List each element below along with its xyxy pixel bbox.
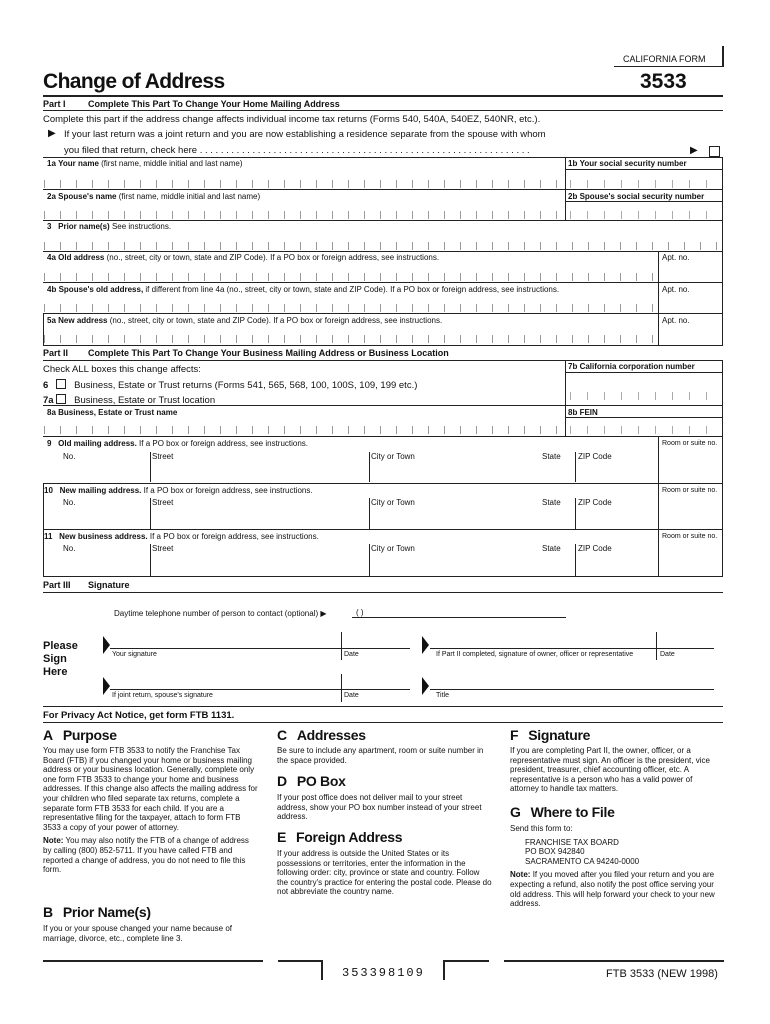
part3-rule <box>43 592 723 593</box>
section-g-heading <box>510 804 615 820</box>
footer-mark-left <box>321 960 323 980</box>
fein-underline <box>566 417 723 418</box>
field-4a-num: 4a <box>47 253 56 262</box>
field-1b-label <box>568 159 687 168</box>
header-corner-mark <box>722 46 724 66</box>
section-g-note-label: Note: <box>510 870 531 880</box>
field-11-label <box>44 532 319 541</box>
daytime-phone-underline <box>352 617 566 618</box>
section-c-body <box>277 746 492 769</box>
ftb-address <box>525 838 723 867</box>
section-c-letter: C <box>277 727 287 743</box>
field-4b-input[interactable] <box>44 304 656 312</box>
section-f-title: Signature <box>528 727 591 743</box>
field-2a-num: 2a <box>47 192 56 201</box>
section-f-heading <box>510 727 590 743</box>
part2-left-border <box>43 483 44 576</box>
part3-label: Part III <box>43 580 71 590</box>
row-5a-top <box>43 313 723 314</box>
field-2b-label <box>568 192 704 201</box>
footer-rule-left <box>43 960 263 962</box>
section-a-body <box>43 746 258 879</box>
apt-label-4b: Apt. no. <box>662 285 690 294</box>
field-9-desc: If a PO box or foreign address, see instructions. <box>139 439 309 448</box>
section-d-letter: D <box>277 773 287 789</box>
field-10-city: City or Town <box>371 498 415 507</box>
section-g-note-text: If you moved after you filed your return and you are expecting a refund, also notify the post office serving your old address. This will help forward your check to your new address. <box>510 870 715 909</box>
field-4b-desc: if different from line 4a (no., street, city or town, state and ZIP Code). If a PO box or foreign address, see instructions. <box>145 285 560 294</box>
section-c-heading <box>277 727 366 743</box>
section-d-body <box>277 793 487 826</box>
field-8a-input[interactable] <box>44 426 564 434</box>
footer-rule-mid <box>278 960 323 962</box>
ssn-1b-underline <box>566 169 723 170</box>
field-3-input[interactable] <box>44 242 720 250</box>
section-g-text: Send this form to: <box>510 824 573 833</box>
section-e-text: If your address is outside the United States or its possessions or territories, enter the information in the following order: city, province or state and country. Follow the country's practice for entering the postal code. Please do not abbreviate the country name. <box>277 849 492 897</box>
field-10-input[interactable] <box>44 508 656 528</box>
part2-label: Part II <box>43 348 69 358</box>
ssn-2b-underline <box>566 201 723 202</box>
form-number: 3533 <box>640 70 687 93</box>
field-9-city: City or Town <box>371 452 415 461</box>
privacy-rule <box>43 722 723 723</box>
field-1b-num: 1b <box>568 159 578 168</box>
section-d-heading <box>277 773 346 789</box>
field-4a-label <box>47 253 439 262</box>
field-7b-label <box>568 362 695 371</box>
field-8b-label <box>568 408 598 417</box>
field-9-input[interactable] <box>44 462 656 482</box>
field-10-state: State <box>542 498 561 507</box>
footer-rule-right <box>504 960 724 962</box>
field-11-city: City or Town <box>371 544 415 553</box>
field-6-checkbox[interactable] <box>56 379 66 389</box>
field-9-room-label: Room or suite no. <box>662 440 718 447</box>
sign-arrow-1 <box>103 636 110 654</box>
field-11-num: 11 <box>44 532 53 541</box>
field-10-desc: If a PO box or foreign address, see instructions. <box>143 486 313 495</box>
field-9-no: No. <box>63 452 76 461</box>
please-sign-here <box>43 640 78 679</box>
field-4a-desc: (no., street, city or town, state and ZIP Code). If a PO box or foreign address, see instructions. <box>106 253 440 262</box>
field-9-state: State <box>542 452 561 461</box>
row-4a-top <box>43 251 723 252</box>
field-4a-title: Old address <box>58 253 105 262</box>
field-8a-label <box>47 408 177 417</box>
footer-mark-right <box>443 960 445 980</box>
section-b-heading <box>43 904 151 920</box>
part3-heading: Signature <box>88 580 130 590</box>
field-10-street: Street <box>152 498 174 507</box>
field-6-text: Business, Estate or Trust returns (Forms 541, 565, 568, 100, 100S, 109, 199 etc.) <box>74 380 418 391</box>
field-1a-input[interactable] <box>44 180 564 188</box>
your-signature-date-divider <box>341 632 342 660</box>
joint-return-arrow: ▶ <box>48 128 56 139</box>
ftb-address-line-1: FRANCHISE TAX BOARD <box>525 837 619 847</box>
field-11-input[interactable] <box>44 554 656 574</box>
field-10-zip: ZIP Code <box>578 498 612 507</box>
field-10-title: New mailing address. <box>59 486 142 495</box>
here-text: Here <box>43 666 68 678</box>
ssn-column-divider <box>565 157 566 221</box>
apt-label-5a: Apt. no. <box>662 316 690 325</box>
section-a-note-label: Note: <box>43 836 64 846</box>
field-6-num: 6 <box>43 380 49 391</box>
corp-number-underline <box>566 372 723 373</box>
section-b-letter: B <box>43 904 53 920</box>
field-4b-num: 4b <box>47 285 57 294</box>
section-f-body <box>510 746 723 798</box>
field-11-zip: ZIP Code <box>578 544 612 553</box>
part2-heading: Complete This Part To Change Your Business Mailing Address or Business Location <box>88 348 449 358</box>
apt-column-divider <box>658 251 659 345</box>
section-e-heading <box>277 829 402 845</box>
footer-rule-right-short <box>443 960 489 962</box>
room-column-divider <box>658 436 659 576</box>
sign-arrow-4 <box>422 677 429 695</box>
section-f-text: If you are completing Part II, the owner, officer, or a representative must sign. An officer is the president, vice president, treasurer, chief accounting officer, etc. A representative is a person who has a valid power of attorney to handle tax matters. <box>510 746 710 794</box>
field-9-label <box>47 439 308 448</box>
field-8a-num: 8a <box>47 408 56 417</box>
field-5a-label <box>47 316 442 325</box>
field-3-title: Prior name(s) <box>58 222 110 231</box>
please-text: Please <box>43 640 78 652</box>
field-2b-num: 2b <box>568 192 578 201</box>
daytime-phone-text: Daytime telephone number of person to contact (optional) <box>114 609 319 618</box>
privacy-notice: For Privacy Act Notice, get form FTB 1131. <box>43 710 235 721</box>
section-a-note-text: You may also notify the FTB of a change of address by calling (800) 852-5711. If you have called FTB and reported a change of address, you do not need to file this form. <box>43 836 249 875</box>
spouse-signature-line[interactable] <box>110 689 410 690</box>
field-2a-label <box>47 192 260 201</box>
field-1a-num: 1a <box>47 159 56 168</box>
your-signature-line[interactable] <box>110 648 410 649</box>
field-4b-title: Spouse's old address, <box>58 285 144 294</box>
row-9-top <box>43 436 723 437</box>
field-2a-input[interactable] <box>44 211 564 219</box>
field-7a-text: Business, Estate or Trust location <box>74 395 216 406</box>
part1-rule <box>43 110 723 111</box>
field-10-label <box>44 486 313 495</box>
row-2-top <box>43 189 723 190</box>
field-7b-title: California corporation number <box>579 362 695 371</box>
field-7a-checkbox[interactable] <box>56 394 66 404</box>
part2-right-border <box>722 436 723 576</box>
section-g-title: Where to File <box>530 804 615 820</box>
field-1a-title: Your name <box>58 159 99 168</box>
field-9-num: 9 <box>47 439 52 448</box>
apt-label-4a: Apt. no. <box>662 253 690 262</box>
row-8-top <box>43 405 723 406</box>
section-b-text: If you or your spouse changed your name because of marriage, divorce, etc., complete line 3. <box>43 924 233 943</box>
title-rule <box>43 95 723 97</box>
field-7b-input[interactable] <box>570 392 720 400</box>
california-form-label: CALIFORNIA FORM <box>623 54 706 64</box>
your-signature-label: Your signature <box>112 651 157 658</box>
field-5a-input[interactable] <box>44 335 656 343</box>
section-a-heading <box>43 727 117 743</box>
your-signature-date-label: Date <box>344 651 359 658</box>
joint-return-text-2: you filed that return, check here . . . . . . . . . . . . . . . . . . . . . . . . . . . . . . . . . . . . . . . . . . . . . . . . . . . . . . . . . . . . . . . <box>64 145 530 156</box>
field-11-desc: If a PO box or foreign address, see instructions. <box>149 532 319 541</box>
section-f-letter: F <box>510 727 519 743</box>
section-a-note <box>43 836 258 874</box>
section-c-text: Be sure to include any apartment, room or suite number in the space provided. <box>277 746 484 765</box>
field-11-street: Street <box>152 544 174 553</box>
owner-signature-date-divider <box>656 632 657 660</box>
field-2a-desc: (first name, middle initial and last name) <box>118 192 261 201</box>
field-11-state: State <box>542 544 561 553</box>
ftb-address-line-3: SACRAMENTO CA 94240-0000 <box>525 856 640 866</box>
field-8a-title: Business, Estate or Trust name <box>58 408 178 417</box>
field-9-title: Old mailing address. <box>58 439 137 448</box>
section-e-title: Foreign Address <box>296 829 403 845</box>
field-5a-title: New address <box>58 316 108 325</box>
title-label: Title <box>436 692 449 699</box>
field-11-title: New business address. <box>59 532 148 541</box>
signature-block-bottom <box>43 706 723 707</box>
spouse-signature-date-label: Date <box>344 692 359 699</box>
part1-heading: Complete This Part To Change Your Home Mailing Address <box>88 99 340 109</box>
part1-right-border <box>722 157 723 345</box>
field-11-room-label: Room or suite no. <box>662 533 718 540</box>
field-4a-input[interactable] <box>44 273 656 281</box>
part2-right-border-top <box>722 360 723 436</box>
field-4b-label <box>47 285 559 294</box>
barcode-number: 353398109 <box>342 966 425 980</box>
owner-signature-label: If Part II completed, signature of owner, officer or representative <box>436 651 634 658</box>
section-g-body <box>510 824 723 913</box>
daytime-phone-input[interactable]: ( ) <box>356 608 364 617</box>
sign-text: Sign <box>43 653 67 665</box>
section-b-title: Prior Name(s) <box>62 904 151 920</box>
field-1a-desc: (first name, middle initial and last name) <box>101 159 243 168</box>
field-7a-num: 7a <box>43 395 54 406</box>
part1-intro: Complete this part if the address change affects individual income tax returns (Forms 540, 540A, 540EZ, 540NR, etc.). <box>43 114 541 125</box>
field-7b-num: 7b <box>568 362 578 371</box>
section-e-body <box>277 849 492 901</box>
owner-signature-line[interactable] <box>430 648 714 649</box>
section-b-body <box>43 924 258 947</box>
section-g-letter: G <box>510 804 521 820</box>
field-5a-num: 5a <box>47 316 56 325</box>
title-line[interactable] <box>430 689 714 690</box>
part1-label: Part I <box>43 99 66 109</box>
field-2b-input[interactable] <box>570 211 720 219</box>
row-5a-left-border <box>43 313 44 345</box>
check-all-text: Check ALL boxes this change affects: <box>43 364 201 375</box>
spouse-signature-date-divider <box>341 674 342 702</box>
field-11-no: No. <box>63 544 76 553</box>
sign-arrow-3 <box>103 677 110 695</box>
row-11-top <box>43 529 723 530</box>
field-8b-title: FEIN <box>579 408 598 417</box>
spouse-signature-label: If joint return, spouse's signature <box>112 692 213 699</box>
form-id: FTB 3533 (NEW 1998) <box>606 968 718 980</box>
section-g-note <box>510 870 723 908</box>
page-title: Change of Address <box>43 70 225 93</box>
row-11-bottom <box>43 576 723 577</box>
field-3-label <box>47 222 171 231</box>
field-1b-title: Your social security number <box>579 159 687 168</box>
field-2a-title: Spouse's name <box>58 192 117 201</box>
field-1a-label <box>47 159 243 168</box>
daytime-phone-label: Daytime telephone number of person to contact (optional) ▶ <box>114 609 327 618</box>
field-9-street: Street <box>152 452 174 461</box>
ftb-address-line-2: PO BOX 942840 <box>525 847 585 857</box>
field-2b-title: Spouse's social security number <box>579 192 705 201</box>
field-6-row <box>43 379 417 391</box>
section-a-letter: A <box>43 727 53 743</box>
field-8b-num: 8b <box>568 408 578 417</box>
row-3-top <box>43 220 723 221</box>
field-10-room-label: Room or suite no. <box>662 487 718 494</box>
section-e-letter: E <box>277 829 287 845</box>
part2-rule <box>43 360 723 361</box>
section-c-title: Addresses <box>296 727 366 743</box>
section-d-text: If your post office does not deliver mail to your street address, show your PO box number instead of your street address. <box>277 793 482 822</box>
owner-signature-date-label: Date <box>660 651 675 658</box>
field-1b-input[interactable] <box>570 180 720 188</box>
field-9-zip: ZIP Code <box>578 452 612 461</box>
field-3-desc: See instructions. <box>111 222 172 231</box>
row-4b-top <box>43 282 723 283</box>
field-3-num: 3 <box>47 222 52 231</box>
joint-return-text-1: If your last return was a joint return and you are now establishing a residence separate from the spouse with whom <box>64 129 546 140</box>
joint-return-arrow-2: ▶ <box>690 145 698 156</box>
joint-return-checkbox[interactable] <box>709 146 720 157</box>
field-10-num: 10 <box>44 486 53 495</box>
field-5a-desc: (no., street, city or town, state and ZIP Code). If a PO box or foreign address, see instructions. <box>109 316 443 325</box>
sign-arrow-2 <box>422 636 429 654</box>
part2-ssn-column-divider <box>565 360 566 436</box>
section-d-title: PO Box <box>296 773 346 789</box>
row-10-top <box>43 483 723 484</box>
row-5a-bottom <box>43 345 723 346</box>
section-a-text: You may use form FTB 3533 to notify the Franchise Tax Board (FTB) if you changed your home or business mailing address or your business location. Generally, complete only one form FTB 3533 to change your home and business addresses. If this change also affects the mailing address for your children who filed separate tax returns, complete a separate form FTB 3533 for each child. If you are a representative filing for the taxpayer, attach to form FTB 3533 a copy of your power of attorney. <box>43 746 258 832</box>
row-1-top <box>43 157 723 158</box>
field-8b-input[interactable] <box>570 426 720 434</box>
section-a-title: Purpose <box>62 727 117 743</box>
header-rule-top <box>614 66 724 67</box>
field-10-no: No. <box>63 498 76 507</box>
